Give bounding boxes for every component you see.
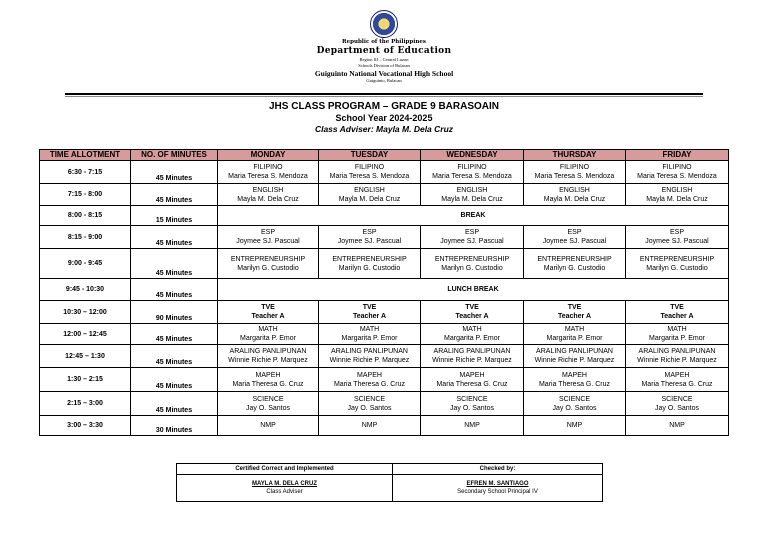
- teacher-name: Joymee SJ. Pascual: [236, 238, 300, 245]
- subject-cell: [524, 184, 626, 206]
- subject-cell: [421, 392, 524, 416]
- teacher-name: Joymee SJ. Pascual: [645, 238, 709, 245]
- subject-name: SCIENCE: [661, 395, 693, 403]
- subject-name: ESP: [362, 229, 377, 236]
- time-cell: 12:45 – 1:30: [40, 345, 131, 368]
- subject-cell: [421, 416, 524, 436]
- subject-cell: [524, 324, 626, 345]
- subject-cell: [319, 161, 421, 184]
- class-adviser: Class Adviser: Mayla M. Dela Cruz: [314, 124, 454, 134]
- teacher-name: Mayla M. Dela Cruz: [338, 195, 401, 203]
- adviser-name: MAYLA M. DELA CRUZ: [252, 481, 317, 487]
- teacher-name: Maria Teresa S. Mendoza: [637, 173, 717, 180]
- teacher-name: Mayla M. Dela Cruz: [237, 195, 299, 203]
- subject-cell: [218, 345, 319, 368]
- certified-label: Certified Correct and Implemented: [177, 464, 393, 475]
- subject-cell: [421, 249, 524, 279]
- subject-name: NMP: [464, 422, 480, 429]
- subject-name: TVE: [670, 304, 684, 311]
- minutes-cell: 45 Minutes: [131, 161, 218, 184]
- subject-name: ENTREPRENEURSHIP: [230, 255, 306, 263]
- subject-cell: [319, 301, 421, 324]
- subject-cell: [218, 392, 319, 416]
- time-cell: 10:30 – 12:00: [40, 301, 131, 324]
- time-cell: 12:00 – 12:45: [40, 324, 131, 345]
- minutes-cell: 30 Minutes: [131, 416, 218, 436]
- subject-name: ENTREPRENEURSHIP: [332, 255, 407, 263]
- table-row: [40, 279, 729, 301]
- subject-name: ARALING PANLIPUNAN: [638, 348, 716, 355]
- time-cell: 6:30 - 7:15: [40, 161, 131, 184]
- subject-name: NMP: [566, 422, 583, 429]
- subject-cell: [218, 161, 319, 184]
- teacher-name: Maria Teresa S. Mendoza: [432, 173, 512, 180]
- time-cell: 8:15 - 9:00: [40, 226, 131, 249]
- teacher-name: Jay O. Santos: [246, 404, 290, 412]
- subject-name: TVE: [465, 304, 479, 311]
- minutes-cell: 90 Minutes: [131, 301, 218, 324]
- subject-name: SCIENCE: [558, 395, 591, 403]
- teacher-name: Teacher A: [557, 313, 592, 320]
- subject-name: ENGLISH: [559, 186, 590, 194]
- subject-name: TVE: [567, 304, 582, 311]
- table-row: [40, 301, 729, 324]
- subject-name: SCIENCE: [252, 395, 284, 403]
- teacher-name: Margarita P. Emor: [649, 335, 705, 342]
- subject-cell: [319, 368, 421, 392]
- subject-name: SCIENCE: [456, 395, 488, 403]
- table-row: [40, 416, 729, 436]
- subject-cell: [218, 226, 319, 249]
- signature-block: [176, 463, 603, 502]
- table-row: [40, 324, 729, 345]
- teacher-name: Maria Theresa G. Cruz: [436, 380, 508, 388]
- subject-name: ENTREPRENEURSHIP: [639, 255, 715, 263]
- subject-cell: [524, 416, 626, 436]
- time-cell: 1:30 – 2:15: [40, 368, 131, 392]
- subject-name: ESP: [464, 229, 479, 236]
- subject-name: MAPEH: [664, 371, 690, 379]
- school-year: School Year 2024-2025: [335, 113, 433, 123]
- column-header: WEDNESDAY: [421, 150, 524, 161]
- column-header: TUESDAY: [319, 150, 421, 161]
- minutes-cell: 45 Minutes: [131, 368, 218, 392]
- subject-name: ESP: [260, 229, 275, 236]
- subject-name: NMP: [361, 422, 378, 429]
- subject-cell: [626, 184, 729, 206]
- subject-cell: [319, 226, 421, 249]
- division-label: Schools Division of Bulacan: [358, 62, 410, 68]
- subject-name: MATH: [667, 326, 687, 333]
- teacher-name: Winnie Richie P. Marquez: [534, 357, 615, 364]
- subject-name: MAPEH: [562, 371, 587, 379]
- subject-cell: [626, 161, 729, 184]
- subject-name: MATH: [462, 326, 482, 333]
- time-cell: 9:00 - 9:45: [40, 249, 131, 279]
- letterhead: [0, 10, 768, 84]
- subject-name: FILIPINO: [662, 164, 692, 171]
- teacher-name: Winnie Richie P. Marquez: [228, 357, 308, 364]
- table-row: [40, 184, 729, 206]
- class-schedule-table: [39, 149, 729, 436]
- teacher-name: Maria Theresa G. Cruz: [333, 380, 406, 388]
- subject-name: ENTREPRENEURSHIP: [434, 255, 510, 263]
- subject-name: MATH: [258, 326, 278, 333]
- principal-name: EFREN M. SANTIAGO: [466, 481, 529, 487]
- teacher-name: Joymee SJ. Pascual: [337, 238, 402, 245]
- document-titles: [0, 101, 768, 135]
- teacher-name: Margarita P. Emor: [444, 335, 500, 342]
- subject-name: ENGLISH: [456, 186, 488, 194]
- checked-by-label: Checked by:: [393, 464, 603, 475]
- teacher-name: Maria Theresa G. Cruz: [538, 380, 611, 388]
- header-divider-thin: [65, 96, 703, 97]
- table-row: [40, 345, 729, 368]
- teacher-name: Margarita P. Emor: [341, 335, 398, 342]
- department-label: Department of Education: [316, 46, 452, 56]
- teacher-name: Joymee SJ. Pascual: [440, 238, 504, 245]
- subject-cell: [421, 226, 524, 249]
- subject-cell: [319, 249, 421, 279]
- minutes-cell: 45 Minutes: [131, 184, 218, 206]
- subject-name: ENGLISH: [354, 186, 385, 194]
- subject-name: ARALING PANLIPUNAN: [331, 348, 408, 355]
- subject-cell: [524, 301, 626, 324]
- subject-name: TVE: [362, 304, 377, 311]
- subject-name: SCIENCE: [353, 395, 386, 403]
- teacher-name: Jay O. Santos: [347, 404, 392, 412]
- subject-cell: [218, 184, 319, 206]
- teacher-name: Jay O. Santos: [450, 404, 494, 412]
- teacher-name: Joymee SJ. Pascual: [542, 238, 607, 245]
- break-cell: BREAK: [218, 206, 729, 226]
- teacher-name: Maria Teresa S. Mendoza: [534, 173, 615, 180]
- subject-cell: [626, 226, 729, 249]
- time-cell: 8:00 - 8:15: [40, 206, 131, 226]
- teacher-name: Marilyn G. Custodio: [338, 264, 401, 272]
- teacher-name: Marilyn G. Custodio: [441, 264, 503, 272]
- table-row: [40, 368, 729, 392]
- table-row: [40, 161, 729, 184]
- subject-cell: [319, 324, 421, 345]
- subject-name: ESP: [669, 229, 684, 236]
- subject-cell: [421, 345, 524, 368]
- teacher-name: Margarita P. Emor: [240, 335, 296, 342]
- subject-name: FILIPINO: [253, 164, 283, 171]
- subject-name: ENGLISH: [661, 186, 693, 194]
- table-row: [40, 226, 729, 249]
- principal-title: Secondary School Principal IV: [457, 489, 538, 495]
- break-cell: LUNCH BREAK: [218, 279, 729, 301]
- subject-cell: [626, 392, 729, 416]
- minutes-cell: 45 Minutes: [131, 324, 218, 345]
- subject-cell: [524, 249, 626, 279]
- subject-name: MAPEH: [255, 371, 281, 379]
- adviser-title: Class Adviser: [266, 489, 303, 495]
- teacher-name: Marilyn G. Custodio: [543, 264, 606, 272]
- subject-name: FILIPINO: [559, 164, 590, 171]
- time-cell: 7:15 - 8:00: [40, 184, 131, 206]
- subject-name: NMP: [669, 422, 685, 429]
- teacher-name: Jay O. Santos: [552, 404, 597, 412]
- subject-cell: [524, 161, 626, 184]
- principal-signature: [393, 475, 603, 502]
- table-header-row: [40, 150, 729, 161]
- subject-cell: [421, 301, 524, 324]
- minutes-cell: 45 Minutes: [131, 249, 218, 279]
- subject-cell: [421, 324, 524, 345]
- school-name: Guiguinto National Vocational High School: [314, 69, 454, 78]
- column-header: TIME ALLOTMENT: [40, 150, 131, 161]
- teacher-name: Mayla M. Dela Cruz: [441, 195, 503, 203]
- subject-cell: [319, 392, 421, 416]
- subject-name: ARALING PANLIPUNAN: [536, 348, 613, 355]
- teacher-name: Winnie Richie P. Marquez: [637, 357, 717, 364]
- deped-seal-icon: [370, 10, 398, 38]
- minutes-cell: 45 Minutes: [131, 279, 218, 301]
- minutes-cell: 45 Minutes: [131, 392, 218, 416]
- teacher-name: Marilyn G. Custodio: [646, 264, 708, 272]
- subject-name: MATH: [564, 326, 585, 333]
- teacher-name: Jay O. Santos: [655, 404, 699, 412]
- adviser-signature: [177, 475, 393, 502]
- subject-cell: [218, 324, 319, 345]
- subject-cell: [626, 416, 729, 436]
- time-cell: 9:45 - 10:30: [40, 279, 131, 301]
- subject-cell: [626, 301, 729, 324]
- column-header: THURSDAY: [524, 150, 626, 161]
- subject-cell: [626, 249, 729, 279]
- republic-label: Republic of the Philippines: [342, 39, 426, 45]
- time-cell: 3:00 – 3:30: [40, 416, 131, 436]
- subject-cell: [319, 345, 421, 368]
- subject-name: NMP: [260, 422, 276, 429]
- subject-cell: [218, 249, 319, 279]
- school-location: Guiguinto, Bulacan: [366, 78, 402, 83]
- teacher-name: Winnie Richie P. Marquez: [329, 357, 410, 364]
- teacher-name: Margarita P. Emor: [546, 335, 603, 342]
- subject-cell: [218, 301, 319, 324]
- subject-cell: [626, 345, 729, 368]
- header-divider: [65, 93, 703, 95]
- subject-name: ENTREPRENEURSHIP: [537, 255, 612, 263]
- subject-name: FILIPINO: [354, 164, 385, 171]
- teacher-name: Maria Teresa S. Mendoza: [329, 173, 410, 180]
- subject-name: ARALING PANLIPUNAN: [433, 348, 511, 355]
- subject-cell: [524, 226, 626, 249]
- teacher-name: Teacher A: [660, 313, 694, 320]
- subject-cell: [218, 368, 319, 392]
- teacher-name: Maria Theresa G. Cruz: [641, 380, 713, 388]
- subject-cell: [524, 392, 626, 416]
- region-label: Region III – Central Luzon: [359, 57, 409, 62]
- subject-cell: [218, 416, 319, 436]
- teacher-name: Maria Theresa G. Cruz: [232, 380, 304, 388]
- teacher-name: Mayla M. Dela Cruz: [543, 195, 606, 203]
- subject-cell: [319, 416, 421, 436]
- table-row: [40, 392, 729, 416]
- subject-name: MATH: [359, 326, 380, 333]
- subject-cell: [626, 324, 729, 345]
- teacher-name: Winnie Richie P. Marquez: [432, 357, 512, 364]
- subject-name: ESP: [567, 229, 582, 236]
- subject-cell: [421, 184, 524, 206]
- column-header: MONDAY: [218, 150, 319, 161]
- teacher-name: Mayla M. Dela Cruz: [646, 195, 708, 203]
- subject-cell: [421, 368, 524, 392]
- subject-name: TVE: [261, 304, 275, 311]
- subject-cell: [524, 368, 626, 392]
- teacher-name: Marilyn G. Custodio: [237, 264, 299, 272]
- subject-cell: [626, 368, 729, 392]
- subject-cell: [319, 184, 421, 206]
- time-cell: 2:15 – 3:00: [40, 392, 131, 416]
- table-row: [40, 206, 729, 226]
- teacher-name: Teacher A: [251, 313, 285, 320]
- column-header: FRIDAY: [626, 150, 729, 161]
- subject-name: MAPEH: [357, 371, 382, 379]
- minutes-cell: 45 Minutes: [131, 226, 218, 249]
- program-title: JHS CLASS PROGRAM – GRADE 9 BARASOAIN: [268, 101, 500, 112]
- subject-name: ENGLISH: [252, 186, 284, 194]
- subject-cell: [524, 345, 626, 368]
- column-header: NO. OF MINUTES: [131, 150, 218, 161]
- subject-cell: [421, 161, 524, 184]
- subject-name: ARALING PANLIPUNAN: [229, 348, 307, 355]
- table-row: [40, 249, 729, 279]
- minutes-cell: 15 Minutes: [131, 206, 218, 226]
- subject-name: MAPEH: [459, 371, 485, 379]
- teacher-name: Teacher A: [352, 313, 387, 320]
- minutes-cell: 45 Minutes: [131, 345, 218, 368]
- teacher-name: Teacher A: [455, 313, 489, 320]
- teacher-name: Maria Teresa S. Mendoza: [228, 173, 308, 180]
- subject-name: FILIPINO: [457, 164, 487, 171]
